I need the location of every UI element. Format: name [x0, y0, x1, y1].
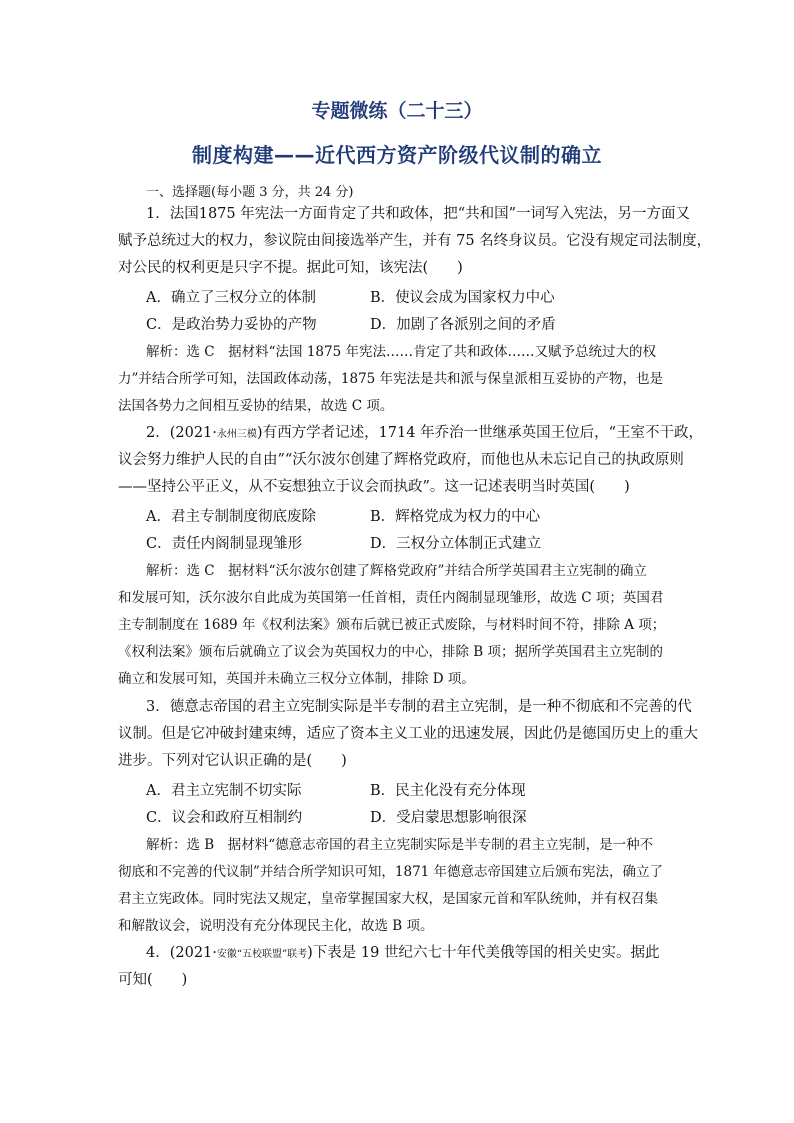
q2-answer-line-1: 解析：选 C 据材料“沃尔波尔创建了辉格党政府”并结合所学英国君主立宪制的确立 [146, 563, 647, 579]
q2-option-b: B．辉格党成为权力的中心 [370, 509, 541, 525]
q1-line-3: 对公民的权利更是只字不提。据此可知，该宪法( ) [118, 260, 463, 276]
q3-line-1: 3．德意志帝国的君主立宪制实际是半专制的君主立宪制，是一种不彻底和不完善的代 [146, 699, 692, 715]
q1-option-a: A．确立了三权分立的体制 [146, 290, 316, 306]
page-title: 专题微练（二十三） [311, 100, 483, 122]
q2-answer-line-5: 确立和发展可知，英国并未确立三权分立体制，排除 D 项。 [118, 671, 475, 687]
q4-line-2: 可知( ) [118, 972, 188, 988]
q1-option-b: B．使议会成为国家权力中心 [370, 290, 555, 306]
q3-answer-line-4: 和解散议会，说明没有充分体现民主化，故选 B 项。 [118, 918, 434, 934]
q3-line-3: 进步。下列对它认识正确的是( ) [118, 753, 347, 769]
q3-option-b: B．民主化没有充分体现 [370, 783, 526, 799]
q2-option-c: C．责任内阁制显现雏形 [146, 536, 303, 552]
q2-answer-line-4: 《权利法案》颁布后就确立了议会为英国权力的中心，排除 B 项；据所学英国君主立宪制的 [118, 644, 664, 660]
q1-answer-line-3: 法国各势力之间相互妥协的结果，故选 C 项。 [118, 398, 394, 414]
q2-line-2: 议会努力维护人民的自由”“沃尔波尔创建了辉格党政府，而他也从未忘记自己的执政原则 [118, 452, 684, 468]
q2-line-3: ——坚持公平正义，从不妄想独立于议会而执政”。这一记述表明当时英国( ) [118, 479, 630, 495]
page-subtitle: 制度构建——近代西方资产阶级代议制的确立 [192, 143, 602, 167]
q3-answer-line-1: 解析：选 B 据材料“德意志帝国的君主立宪制实际是半专制的君主立宪制，是一种不 [146, 837, 654, 853]
q2-option-d: D．三权分立体制正式建立 [370, 536, 542, 552]
section-heading: 一、选择题(每小题 3 分，共 24 分) [146, 185, 354, 200]
q4-prefix: 4．(2021· [146, 945, 217, 961]
q2-prefix: 2．(2021· [146, 425, 217, 441]
q2-answer-line-3: 主专制制度在 1689 年《权利法案》颁布后就已被正式废除，与材料时间不符，排除 A 项； [118, 617, 666, 633]
q1-option-d: D．加剧了各派别之间的矛盾 [370, 317, 556, 333]
q2-line-1 [146, 423, 703, 445]
q2-answer-line-2: 和发展可知，沃尔波尔自此成为英国第一任首相，责任内阁制显现雏形，故选 C 项；英国君 [118, 590, 664, 606]
q1-option-c: C．是政治势力妥协的产物 [146, 317, 317, 333]
q1-answer-line-1: 解析：选 C 据材料“法国 1875 年宪法……肯定了共和政体……又赋予总统过大的权 [146, 344, 656, 360]
q3-option-a: A．君主立宪制不切实际 [146, 783, 302, 799]
q4-source: 安徽“五校联盟”联考 [216, 949, 308, 960]
q3-line-2: 议制。但是它冲破封建束缚，适应了资本主义工业的迅速发展，因此仍是德国历史上的重大 [118, 726, 698, 742]
q1-line-1: 1．法国1875 年宪法一方面肯定了共和政体，把“共和国”一词写入宪法，另一方面又 [146, 206, 691, 222]
q1-answer-line-2: 力”并结合所学可知，法国政体动荡，1875 年宪法是共和派与保皇派相互妥协的产物，也是 [118, 371, 664, 387]
q3-option-c: C．议会和政府互相制约 [146, 810, 303, 826]
q4-line-1 [146, 943, 659, 965]
q3-answer-line-2: 彻底和不完善的代议制”并结合所学知识可知，1871 年德意志帝国建立后颁布宪法，确立了 [118, 864, 664, 880]
q2-option-a: A．君主专制制度彻底废除 [146, 509, 316, 525]
q1-line-2: 赋予总统过大的权力，参议院由间接选举产生，并有 75 名终身议员。它没有规定司法制度， [118, 233, 712, 249]
q3-option-d: D．受启蒙思想影响很深 [370, 810, 527, 826]
q4-line-1-rest: )下表是 19 世纪六七十年代美俄等国的相关史实。据此 [307, 945, 660, 961]
q2-line-1-rest: )有西方学者记述，1714 年乔治一世继承英国王位后，“王室不干政， [256, 425, 703, 441]
q3-answer-line-3: 君主立宪政体。同时宪法又规定，皇帝掌握国家大权，是国家元首和军队统帅，并有权召集 [118, 891, 658, 907]
q2-source: 永州三模 [216, 429, 257, 440]
